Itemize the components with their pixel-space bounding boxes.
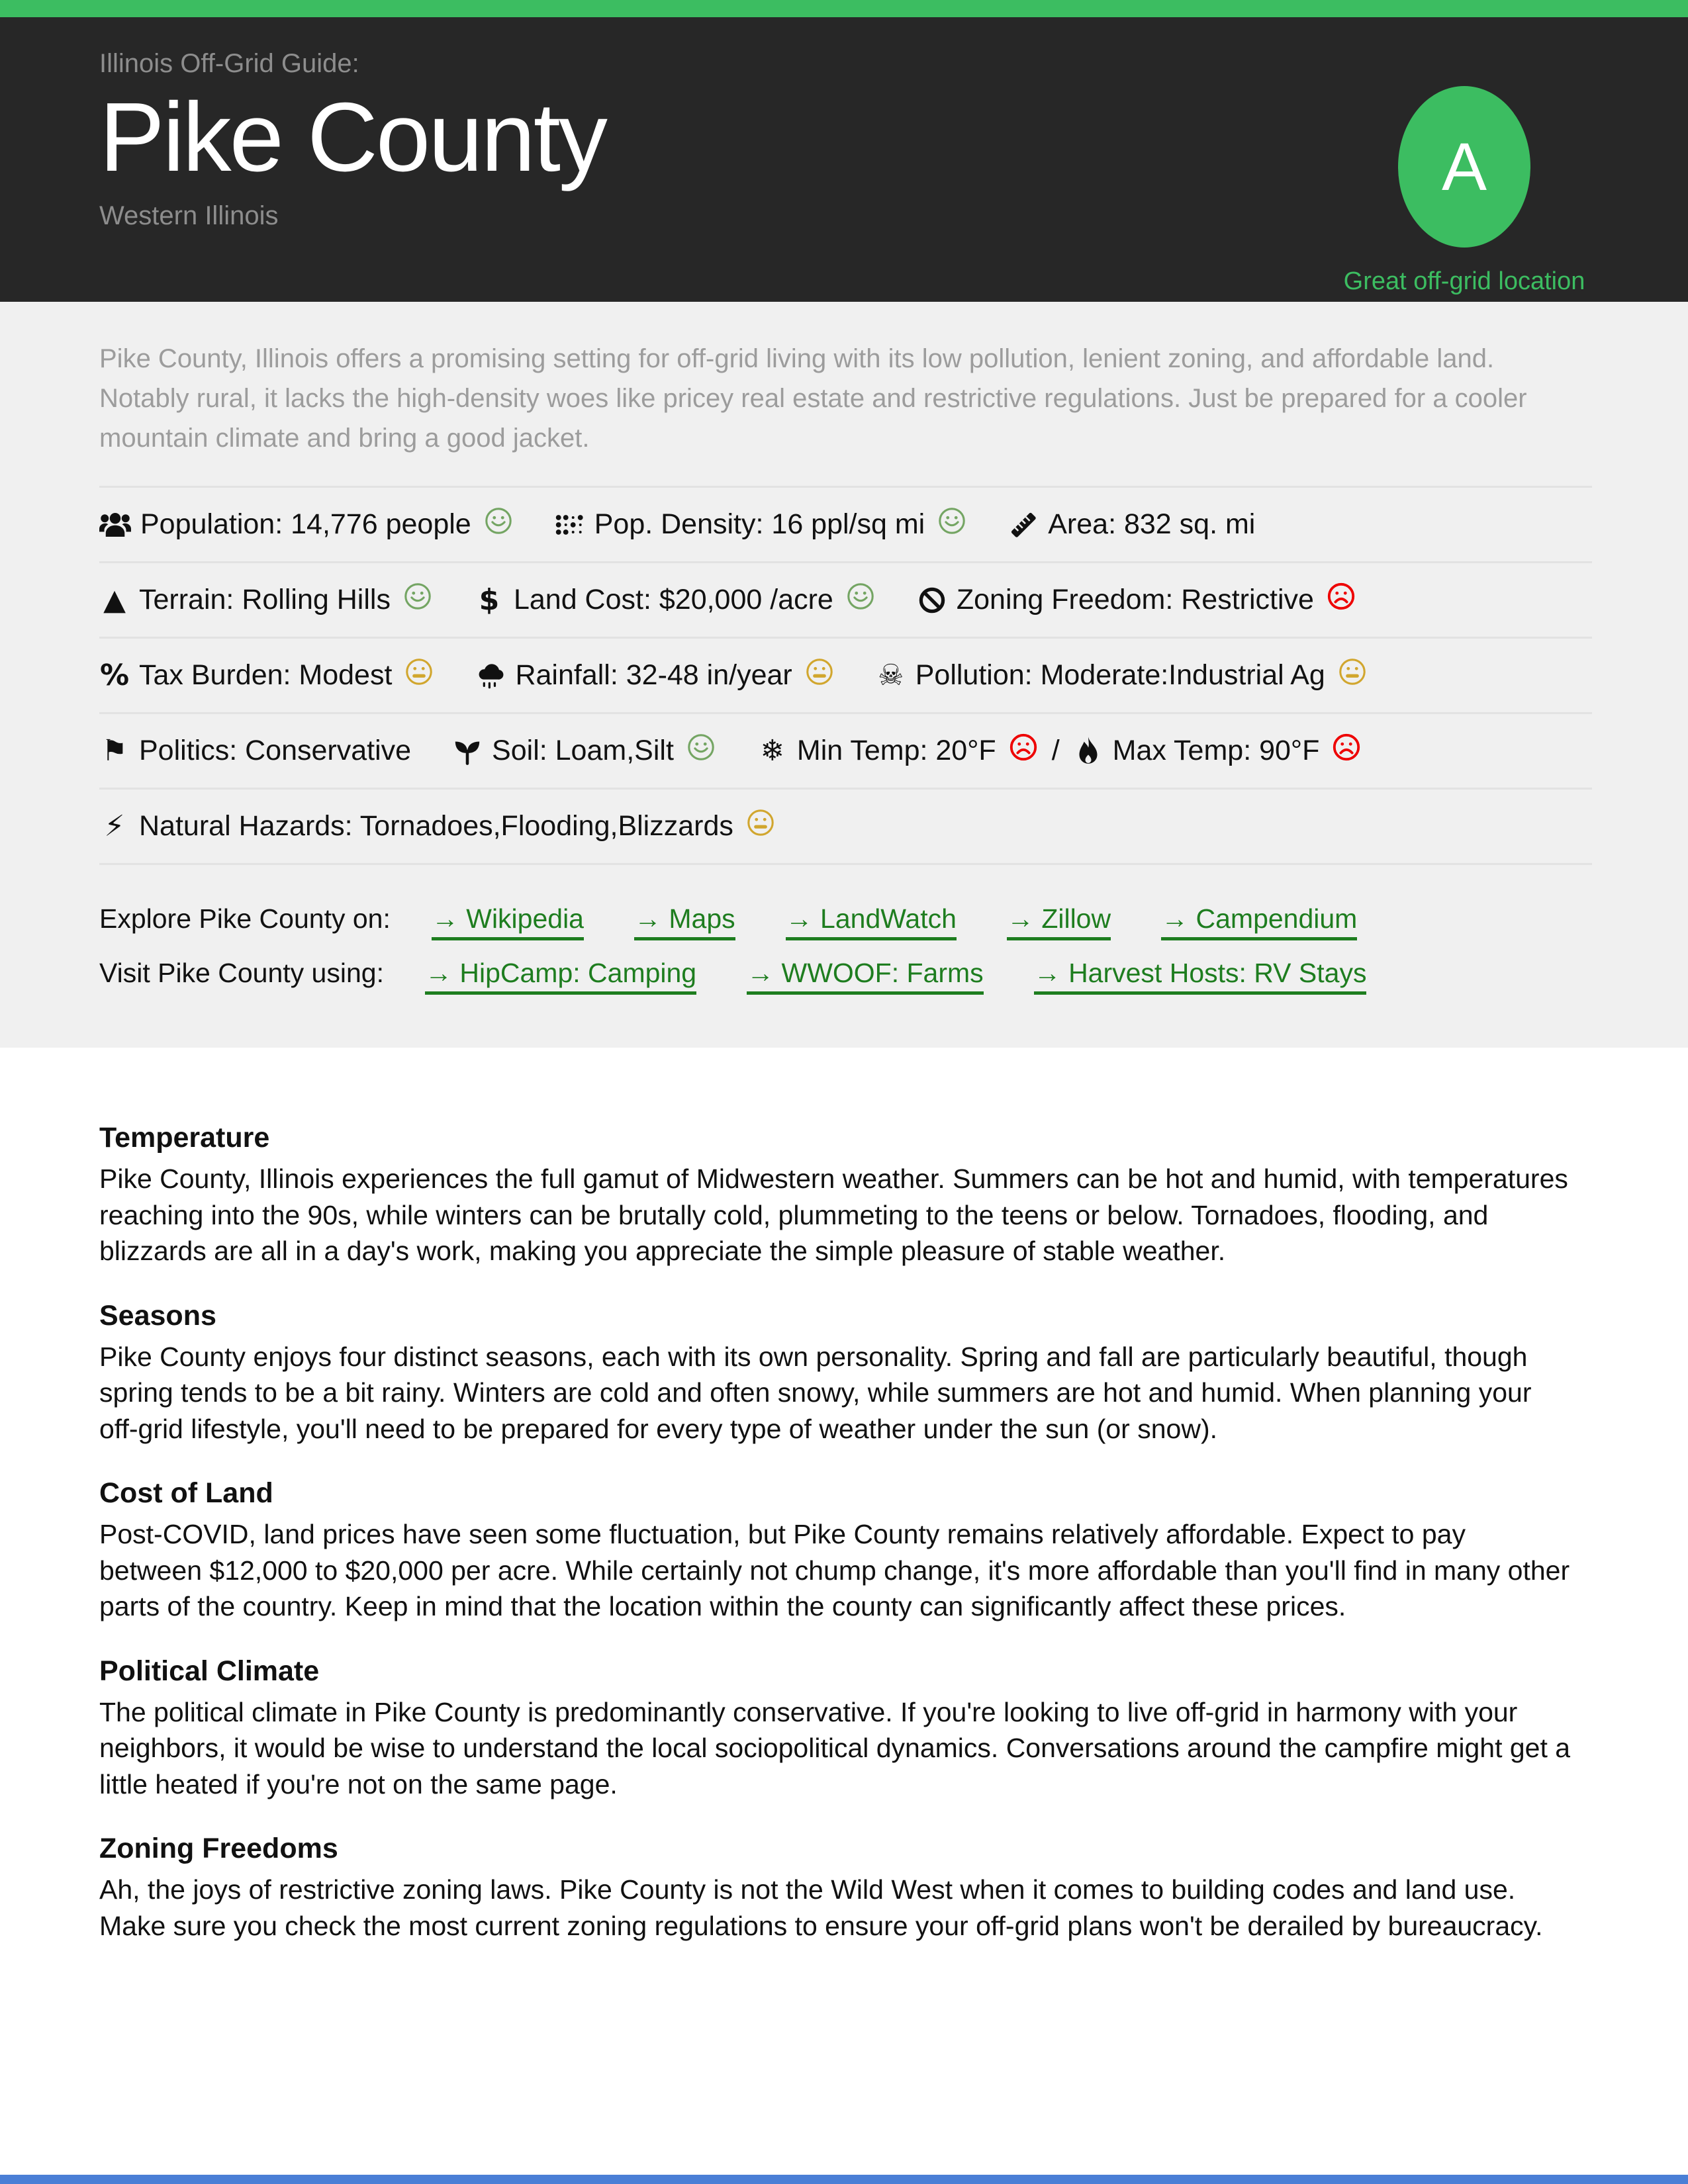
percent-icon: % — [99, 658, 130, 692]
stat-row — [99, 714, 1592, 790]
section-heading: Political Climate — [99, 1655, 320, 1687]
stat-cell — [452, 732, 716, 770]
section-body: Pike County, Illinois experiences the full gamut of Midwestern weather. Summers can be hot and humid, with temperatures reaching into the 90s, while winters can be brutally cold, plummeting to the teens or below. Tornadoes, flooding, and blizzards are all in a day's work, making you appreciate the simple pleasure of stable weather. — [99, 1163, 1568, 1267]
stat-text: Pop. Density: 16 ppl/sq mi — [594, 508, 925, 540]
stat-text: Terrain: Rolling Hills — [139, 584, 391, 615]
page-title: Pike County — [99, 83, 606, 192]
stat-text: Natural Hazards: Tornadoes,Flooding,Blizzards — [139, 810, 733, 842]
sad-face-icon — [1326, 581, 1356, 619]
stat-cell — [1008, 508, 1255, 541]
link-wikipedia[interactable]: → Wikipedia — [432, 903, 584, 940]
no-entry-icon — [917, 586, 947, 614]
stat-row — [99, 563, 1592, 639]
stat-row — [99, 639, 1592, 714]
happy-face-icon — [845, 581, 876, 619]
users-icon — [99, 512, 131, 538]
sad-face-icon — [1008, 732, 1039, 770]
stat-cell — [99, 506, 514, 543]
flag-icon: ⚑ — [101, 733, 128, 768]
stat-cell — [475, 657, 834, 694]
stat-text: Land Cost: $20,000 /acre — [513, 584, 833, 615]
link-zillow[interactable]: → Zillow — [1007, 903, 1111, 940]
stat-cell — [555, 506, 968, 543]
links-row — [99, 958, 1592, 995]
grade-letter: A — [1441, 128, 1487, 205]
stat-cell — [917, 581, 1356, 619]
section-heading: Zoning Freedoms — [99, 1833, 338, 1865]
guide-kicker: Illinois Off-Grid Guide: — [99, 49, 359, 78]
links-row — [99, 903, 1592, 940]
link-harvest-hosts-rv-stays[interactable]: → Harvest Hosts: RV Stays — [1034, 958, 1367, 995]
link-landwatch[interactable]: → LandWatch — [786, 903, 957, 940]
content-section — [99, 1477, 1575, 1625]
rain-cloud-icon — [475, 662, 506, 689]
stat-text: Tax Burden: Modest — [139, 659, 393, 691]
stat-row — [99, 790, 1592, 865]
stat-row — [99, 488, 1592, 563]
link-maps[interactable]: → Maps — [634, 903, 735, 940]
link-campendium[interactable]: → Campendium — [1161, 903, 1357, 940]
link-hipcamp-camping[interactable]: → HipCamp: Camping — [425, 958, 696, 995]
top-accent-bar — [0, 0, 1688, 17]
stat-cell — [474, 581, 876, 619]
content-section — [99, 1833, 1575, 1944]
stat-cell — [99, 657, 434, 694]
stat-text: Max Temp: 90°F — [1112, 735, 1320, 766]
flame-icon — [1073, 737, 1103, 766]
section-heading: Cost of Land — [99, 1477, 273, 1510]
stat-text: Politics: Conservative — [139, 735, 412, 766]
stat-text: Population: 14,776 people — [140, 508, 471, 540]
footer-accent-bar — [0, 2175, 1688, 2184]
section-body: Ah, the joys of restrictive zoning laws. Pike County is not the Wild West when it comes to building codes and land use. Make sure you check the most current zoning regulations to ensure your off-grid plans won't be derailed by bureaucracy. — [99, 1874, 1543, 1941]
happy-face-icon — [402, 581, 433, 619]
happy-face-icon — [937, 506, 967, 543]
section-heading: Seasons — [99, 1299, 216, 1332]
skull-crossbones-icon: ☠ — [878, 658, 904, 692]
happy-face-icon — [483, 506, 514, 543]
content-section — [99, 1300, 1575, 1447]
sad-face-icon — [1331, 732, 1362, 770]
section-body: Pike County enjoys four distinct seasons, each with its own personality. Spring and fall are particularly beautiful, though spring tends to be a bit rainy. Winters are cold and often snowy, while summers are hot and humid. When planning your off-grid lifestyle, you'll need to be prepared for every type of weather under the sun (or snow). — [99, 1341, 1532, 1444]
mountain-icon: ▲ — [103, 582, 126, 617]
section-body: The political climate in Pike County is predominantly conservative. If you're looking to live off-grid in harmony with your neighbors, it would be wise to understand the local sociopolitical dynamics. Conversations around the campfire might get a little heated if you're not on the same page. — [99, 1696, 1571, 1799]
grid-dots-icon — [555, 513, 585, 537]
neutral-face-icon — [745, 807, 776, 845]
neutral-face-icon — [804, 657, 835, 694]
neutral-face-icon — [404, 657, 434, 694]
neutral-face-icon — [1337, 657, 1368, 694]
stat-text: Rainfall: 32-48 in/year — [515, 659, 792, 691]
stat-cell — [876, 657, 1368, 694]
stat-joiner: / — [1051, 735, 1060, 766]
ruler-icon — [1008, 510, 1039, 539]
header — [0, 17, 1688, 302]
snowflake-icon: ❄ — [760, 733, 785, 768]
stat-cell — [99, 807, 776, 845]
section-body: Post-COVID, land prices have seen some fluctuation, but Pike County remains relatively affordable. Expect to pay between $12,000 to $20,000 per acre. While certainly not chump change, it's more affordable than you'll find in many other parts of the country. Keep in mind that the location within the county can significantly affect these prices. — [99, 1519, 1570, 1622]
stat-cell — [757, 732, 1362, 770]
link-wwoof-farms[interactable]: → WWOOF: Farms — [747, 958, 984, 995]
stat-text: Soil: Loam,Silt — [492, 735, 674, 766]
region-subtitle: Western Illinois — [99, 201, 279, 230]
lightning-icon: ⚡ — [104, 809, 125, 843]
stat-text: Area: 832 sq. mi — [1048, 508, 1256, 540]
stat-text: Min Temp: 20°F — [796, 735, 996, 766]
content-section — [99, 1655, 1575, 1803]
intro-paragraph: Pike County, Illinois offers a promising setting for off-grid living with its low pollution, lenient zoning, and affordable land. Notably rural, it lacks the high-density woes like pricey real estate and restrictive regulations. Just be prepared for a cooler mountain climate and bring a good jacket. — [99, 344, 1527, 453]
overview-section — [0, 302, 1688, 1048]
links-block — [99, 903, 1592, 995]
stat-cell — [99, 581, 433, 619]
links-label: Visit Pike County using: — [99, 958, 384, 988]
dollar-icon: $ — [479, 582, 500, 617]
links-label: Explore Pike County on: — [99, 903, 391, 934]
grade-badge — [1398, 86, 1530, 248]
section-heading: Temperature — [99, 1122, 270, 1154]
stat-cell — [99, 735, 411, 767]
stats-table — [99, 486, 1592, 865]
grade-box — [1279, 86, 1650, 296]
content-section — [99, 1122, 1575, 1269]
article — [0, 1048, 1688, 1944]
grade-caption: Great off-grid location — [1343, 267, 1585, 295]
happy-face-icon — [686, 732, 716, 770]
stat-text: Zoning Freedom: Restrictive — [956, 584, 1314, 615]
seedling-icon — [452, 737, 483, 766]
stat-text: Pollution: Moderate:Industrial Ag — [915, 659, 1325, 691]
